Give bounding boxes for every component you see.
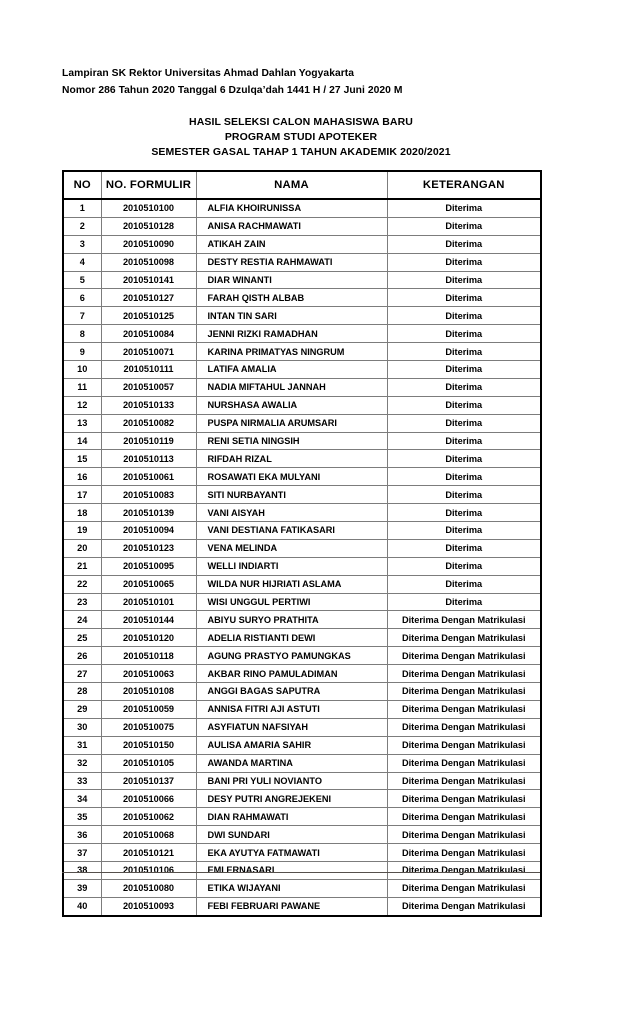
- table-row: [63, 700, 541, 718]
- cell-no: 26: [63, 647, 101, 665]
- cell-formulir: 2010510071: [101, 343, 196, 361]
- table-row: [63, 736, 541, 754]
- cell-no: 27: [63, 665, 101, 683]
- document-reference-line-2: Nomor 286 Tahun 2020 Tanggal 6 Dzulqa’dah 1441 H / 27 Juni 2020 M: [62, 84, 403, 96]
- table-row: [63, 307, 541, 325]
- cell-nama: RENI SETIA NINGSIH: [196, 432, 387, 450]
- document-title: [62, 115, 540, 160]
- cell-keterangan: Diterima Dengan Matrikulasi: [387, 844, 541, 862]
- table-row: [63, 217, 541, 235]
- cell-keterangan: Diterima: [387, 307, 541, 325]
- column-header-keterangan: KETERANGAN: [387, 171, 541, 199]
- table-row: [63, 826, 541, 844]
- table-row: [63, 450, 541, 468]
- cell-formulir: 2010510111: [101, 361, 196, 379]
- cell-nama: FEBI FEBRUARI PAWANE: [196, 897, 387, 915]
- cell-keterangan: Diterima: [387, 378, 541, 396]
- table-row: [63, 808, 541, 826]
- cell-nama: ADELIA RISTIANTI DEWI: [196, 629, 387, 647]
- table-row: [63, 629, 541, 647]
- cell-nama: ETIKA WIJAYANI: [196, 879, 387, 897]
- cell-nama: ASYFIATUN NAFSIYAH: [196, 718, 387, 736]
- cell-keterangan: Diterima: [387, 289, 541, 307]
- cell-formulir: 2010510123: [101, 539, 196, 557]
- cell-keterangan: Diterima: [387, 539, 541, 557]
- table-row: [63, 468, 541, 486]
- cell-formulir: 2010510139: [101, 504, 196, 522]
- cell-nama: AULISA AMARIA SAHIR: [196, 736, 387, 754]
- cell-nama: ALFIA KHOIRUNISSA: [196, 199, 387, 217]
- table-row: [63, 289, 541, 307]
- selection-results-table: [62, 170, 542, 917]
- cell-keterangan: Diterima Dengan Matrikulasi: [387, 808, 541, 826]
- cell-keterangan: Diterima Dengan Matrikulasi: [387, 772, 541, 790]
- table-row: [63, 378, 541, 396]
- cell-nama: WILDA NUR HIJRIATI ASLAMA: [196, 575, 387, 593]
- cell-no: 6: [63, 289, 101, 307]
- cell-no: 10: [63, 361, 101, 379]
- cell-nama: BANI PRI YULI NOVIANTO: [196, 772, 387, 790]
- cell-nama: AGUNG PRASTYO PAMUNGKAS: [196, 647, 387, 665]
- cell-no: 18: [63, 504, 101, 522]
- table-row: [63, 396, 541, 414]
- cell-no: 15: [63, 450, 101, 468]
- cell-nama: DIAN RAHMAWATI: [196, 808, 387, 826]
- table-row: [63, 432, 541, 450]
- cell-formulir: 2010510144: [101, 611, 196, 629]
- cell-no: 19: [63, 522, 101, 540]
- cell-nama: PUSPA NIRMALIA ARUMSARI: [196, 414, 387, 432]
- cell-keterangan: Diterima: [387, 343, 541, 361]
- cell-no: 12: [63, 396, 101, 414]
- cell-nama: KARINA PRIMATYAS NINGRUM: [196, 343, 387, 361]
- cell-no: 32: [63, 754, 101, 772]
- cell-no: 8: [63, 325, 101, 343]
- table-row: [63, 844, 541, 862]
- cell-nama: WISI UNGGUL PERTIWI: [196, 593, 387, 611]
- document-reference: [62, 66, 562, 99]
- table-row: [63, 718, 541, 736]
- cell-nama: DWI SUNDARI: [196, 826, 387, 844]
- cell-formulir: 2010510128: [101, 217, 196, 235]
- cell-no: 1: [63, 199, 101, 217]
- table-row: [63, 772, 541, 790]
- cell-formulir: 2010510120: [101, 629, 196, 647]
- cell-no: 21: [63, 557, 101, 575]
- cell-keterangan: Diterima Dengan Matrikulasi: [387, 683, 541, 701]
- cell-nama: DESTY RESTIA RAHMAWATI: [196, 253, 387, 271]
- cell-keterangan: Diterima Dengan Matrikulasi: [387, 611, 541, 629]
- cell-no: 3: [63, 235, 101, 253]
- cell-no: 20: [63, 539, 101, 557]
- cell-no: 11: [63, 378, 101, 396]
- cell-keterangan: Diterima Dengan Matrikulasi: [387, 879, 541, 897]
- cell-no: 28: [63, 683, 101, 701]
- cell-no: 7: [63, 307, 101, 325]
- cell-no: 24: [63, 611, 101, 629]
- cell-nama: RIFDAH RIZAL: [196, 450, 387, 468]
- table-row: [63, 343, 541, 361]
- cell-formulir: 2010510133: [101, 396, 196, 414]
- cell-formulir: 2010510065: [101, 575, 196, 593]
- cell-nama: AKBAR RINO PAMULADIMAN: [196, 665, 387, 683]
- column-header-nama: NAMA: [196, 171, 387, 199]
- cell-nama: LATIFA AMALIA: [196, 361, 387, 379]
- cell-formulir: 2010510137: [101, 772, 196, 790]
- title-line-2: PROGRAM STUDI APOTEKER: [224, 131, 378, 143]
- cell-nama: INTAN TIN SARI: [196, 307, 387, 325]
- cell-nama: EMI ERNASARI: [196, 861, 387, 879]
- cell-no: 37: [63, 844, 101, 862]
- cell-keterangan: Diterima Dengan Matrikulasi: [387, 700, 541, 718]
- cell-keterangan: Diterima Dengan Matrikulasi: [387, 736, 541, 754]
- cell-no: 14: [63, 432, 101, 450]
- cell-nama: EKA AYUTYA FATMAWATI: [196, 844, 387, 862]
- cell-no: 31: [63, 736, 101, 754]
- table-row: [63, 897, 541, 915]
- cell-formulir: 2010510118: [101, 647, 196, 665]
- cell-no: 13: [63, 414, 101, 432]
- cell-no: 22: [63, 575, 101, 593]
- cell-nama: AWANDA MARTINA: [196, 754, 387, 772]
- cell-nama: VANI DESTIANA FATIKASARI: [196, 522, 387, 540]
- cell-no: 29: [63, 700, 101, 718]
- cell-formulir: 2010510082: [101, 414, 196, 432]
- cell-formulir: 2010510090: [101, 235, 196, 253]
- table-row: [63, 199, 541, 217]
- table-row: [63, 575, 541, 593]
- cell-formulir: 2010510113: [101, 450, 196, 468]
- table-row: [63, 665, 541, 683]
- cell-keterangan: Diterima: [387, 486, 541, 504]
- cell-formulir: 2010510101: [101, 593, 196, 611]
- title-line-3: SEMESTER GASAL TAHAP 1 TAHUN AKADEMIK 2020/2021: [151, 146, 451, 158]
- column-header-formulir: NO. FORMULIR: [101, 171, 196, 199]
- cell-no: 34: [63, 790, 101, 808]
- table-row: [63, 647, 541, 665]
- cell-formulir: 2010510059: [101, 700, 196, 718]
- cell-nama: JENNI RIZKI RAMADHAN: [196, 325, 387, 343]
- cell-formulir: 2010510062: [101, 808, 196, 826]
- cell-keterangan: Diterima Dengan Matrikulasi: [387, 647, 541, 665]
- cell-formulir: 2010510075: [101, 718, 196, 736]
- column-header-no: NO: [63, 171, 101, 199]
- footer-divider: [62, 872, 540, 873]
- cell-keterangan: Diterima Dengan Matrikulasi: [387, 754, 541, 772]
- table-row: [63, 861, 541, 879]
- cell-formulir: 2010510057: [101, 378, 196, 396]
- cell-nama: VENA MELINDA: [196, 539, 387, 557]
- table-header-row: [63, 171, 541, 199]
- cell-keterangan: Diterima: [387, 396, 541, 414]
- cell-keterangan: Diterima: [387, 432, 541, 450]
- cell-nama: SITI NURBAYANTI: [196, 486, 387, 504]
- cell-formulir: 2010510066: [101, 790, 196, 808]
- cell-keterangan: Diterima: [387, 217, 541, 235]
- cell-no: 16: [63, 468, 101, 486]
- cell-keterangan: Diterima: [387, 414, 541, 432]
- cell-nama: ANNISA FITRI AJI ASTUTI: [196, 700, 387, 718]
- table-row: [63, 539, 541, 557]
- cell-nama: ANGGI BAGAS SAPUTRA: [196, 683, 387, 701]
- cell-nama: ROSAWATI EKA MULYANI: [196, 468, 387, 486]
- table-row: [63, 361, 541, 379]
- table-row: [63, 235, 541, 253]
- cell-no: 30: [63, 718, 101, 736]
- cell-keterangan: Diterima: [387, 593, 541, 611]
- cell-formulir: 2010510095: [101, 557, 196, 575]
- cell-keterangan: Diterima: [387, 575, 541, 593]
- cell-no: 9: [63, 343, 101, 361]
- table-row: [63, 522, 541, 540]
- table-row: [63, 486, 541, 504]
- cell-nama: NADIA MIFTAHUL JANNAH: [196, 378, 387, 396]
- cell-no: 23: [63, 593, 101, 611]
- cell-no: 25: [63, 629, 101, 647]
- cell-keterangan: Diterima Dengan Matrikulasi: [387, 665, 541, 683]
- cell-formulir: 2010510125: [101, 307, 196, 325]
- cell-no: 39: [63, 879, 101, 897]
- cell-nama: VANI AISYAH: [196, 504, 387, 522]
- cell-keterangan: Diterima: [387, 271, 541, 289]
- cell-no: 17: [63, 486, 101, 504]
- cell-keterangan: Diterima: [387, 557, 541, 575]
- cell-formulir: 2010510094: [101, 522, 196, 540]
- cell-formulir: 2010510063: [101, 665, 196, 683]
- cell-no: 33: [63, 772, 101, 790]
- cell-formulir: 2010510127: [101, 289, 196, 307]
- cell-keterangan: Diterima: [387, 253, 541, 271]
- cell-formulir: 2010510083: [101, 486, 196, 504]
- cell-keterangan: Diterima: [387, 504, 541, 522]
- cell-formulir: 2010510093: [101, 897, 196, 915]
- table-row: [63, 504, 541, 522]
- cell-formulir: 2010510068: [101, 826, 196, 844]
- table-row: [63, 414, 541, 432]
- cell-keterangan: Diterima: [387, 450, 541, 468]
- table-row: [63, 557, 541, 575]
- cell-formulir: 2010510098: [101, 253, 196, 271]
- document-reference-line-1: Lampiran SK Rektor Universitas Ahmad Dahlan Yogyakarta: [62, 68, 355, 79]
- table-row: [63, 593, 541, 611]
- table-body: [63, 199, 541, 916]
- cell-no: 38: [63, 861, 101, 879]
- cell-formulir: 2010510141: [101, 271, 196, 289]
- cell-keterangan: Diterima Dengan Matrikulasi: [387, 897, 541, 915]
- cell-formulir: 2010510121: [101, 844, 196, 862]
- cell-nama: ANISA RACHMAWATI: [196, 217, 387, 235]
- cell-no: 40: [63, 897, 101, 915]
- cell-nama: ATIKAH ZAIN: [196, 235, 387, 253]
- cell-formulir: 2010510119: [101, 432, 196, 450]
- cell-no: 4: [63, 253, 101, 271]
- table-row: [63, 271, 541, 289]
- table-row: [63, 790, 541, 808]
- cell-formulir: 2010510080: [101, 879, 196, 897]
- cell-keterangan: Diterima: [387, 235, 541, 253]
- cell-nama: NURSHASA AWALIA: [196, 396, 387, 414]
- cell-formulir: 2010510100: [101, 199, 196, 217]
- cell-nama: FARAH QISTH ALBAB: [196, 289, 387, 307]
- table-row: [63, 611, 541, 629]
- table-row: [63, 754, 541, 772]
- cell-keterangan: Diterima: [387, 325, 541, 343]
- cell-no: 5: [63, 271, 101, 289]
- cell-formulir: 2010510105: [101, 754, 196, 772]
- cell-keterangan: Diterima Dengan Matrikulasi: [387, 826, 541, 844]
- table-header: [63, 171, 541, 199]
- title-line-1: HASIL SELEKSI CALON MAHASISWA BARU: [189, 116, 413, 128]
- cell-no: 2: [63, 217, 101, 235]
- cell-formulir: 2010510150: [101, 736, 196, 754]
- cell-keterangan: Diterima Dengan Matrikulasi: [387, 629, 541, 647]
- cell-no: 36: [63, 826, 101, 844]
- table-row: [63, 253, 541, 271]
- cell-keterangan: Diterima Dengan Matrikulasi: [387, 790, 541, 808]
- cell-nama: ABIYU SURYO PRATHITA: [196, 611, 387, 629]
- cell-nama: WELLI INDIARTI: [196, 557, 387, 575]
- cell-keterangan: Diterima Dengan Matrikulasi: [387, 861, 541, 879]
- cell-formulir: 2010510106: [101, 861, 196, 879]
- cell-nama: DESY PUTRI ANGREJEKENI: [196, 790, 387, 808]
- cell-formulir: 2010510084: [101, 325, 196, 343]
- table-row: [63, 879, 541, 897]
- cell-no: 35: [63, 808, 101, 826]
- cell-formulir: 2010510061: [101, 468, 196, 486]
- table-row: [63, 325, 541, 343]
- cell-keterangan: Diterima Dengan Matrikulasi: [387, 718, 541, 736]
- cell-formulir: 2010510108: [101, 683, 196, 701]
- table-row: [63, 683, 541, 701]
- cell-keterangan: Diterima: [387, 522, 541, 540]
- cell-keterangan: Diterima: [387, 361, 541, 379]
- cell-keterangan: Diterima: [387, 468, 541, 486]
- cell-keterangan: Diterima: [387, 199, 541, 217]
- cell-nama: DIAR WINANTI: [196, 271, 387, 289]
